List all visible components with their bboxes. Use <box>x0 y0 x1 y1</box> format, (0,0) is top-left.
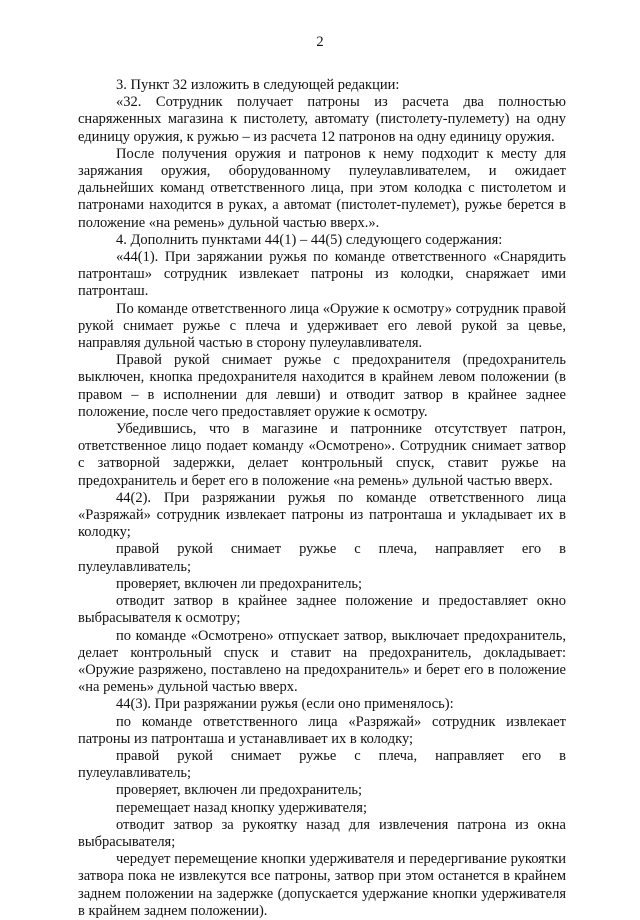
paragraph: 44(2). При разряжании ружья по команде ответственного лица «Разряжай» сотрудник извлекает патроны из патронташа и укладывает их в колодку; <box>78 489 566 541</box>
paragraph: «32. Сотрудник получает патроны из расчета два полностью снаряженных магазина к пистолету, автомату (пистолету-пулемету) на одну единицу оружия, к ружью – из расчета 12 патронов на одну единицу оружия. <box>78 94 566 145</box>
paragraph: проверяет, включен ли предохранитель; <box>116 782 363 799</box>
paragraph: отводит затвор за рукоятку назад для извлечения патрона из окна выбрасывателя; <box>78 816 566 850</box>
paragraph: После получения оружия и патронов к нему подходит к месту для заряжания оружия, оборудованному пулеулавливателем, и ожидает дальнейших команд ответственного лица, при этом колодка с пистолетом и патронами находится в руках, а автомат (пистолет-пулемет), ружье берется в положение «на ремень» дульной частью вверх.». <box>78 145 566 231</box>
paragraph: правой рукой снимает ружье с плеча, направляет его в пулеулавливатель; <box>78 541 566 575</box>
document-body <box>78 77 566 920</box>
page-number: 2 <box>316 34 324 50</box>
paragraph: Правой рукой снимает ружье с предохранителя (предохранитель выключен, кнопка предохранителя находится в крайнем левом положении (в правом – в исполнении для левши) и отводит затвор в крайнее заднее положение, после чего предоставляет оружие к осмотру. <box>78 352 566 420</box>
paragraph: чередует перемещение кнопки удерживателя и передергивание рукоятки затвора пока не извлекутся все патроны, затвор при этом останется в крайнем заднем положении на задержке (допускается удержание кнопки удерживателя в крайнем заднем положении). <box>78 851 566 919</box>
paragraph: 4. Дополнить пунктами 44(1) – 44(5) следующего содержания: <box>116 231 503 248</box>
paragraph: Убедившись, что в магазине и патроннике отсутствует патрон, ответственное лицо подает команду «Осмотрено». Сотрудник снимает затвор с затворной задержки, делает контрольный спуск, ставит ружье на предохранитель и берет его в положение «на ремень» дульной частью вверх. <box>78 421 566 489</box>
paragraph: проверяет, включен ли предохранитель; <box>116 575 363 592</box>
paragraph: перемещает назад кнопку удерживателя; <box>116 799 367 816</box>
paragraph: по команде ответственного лица «Разряжай» сотрудник извлекает патроны из патронташа и устанавливает их в колодку; <box>78 713 566 747</box>
paragraph: По команде ответственного лица «Оружие к осмотру» сотрудник правой рукой снимает ружье с плеча и удерживает его левой рукой за цевье, направляя дульной частью в сторону пулеулавливателя. <box>78 300 566 352</box>
paragraph: правой рукой снимает ружье с плеча, направляет его в пулеулавливатель; <box>78 747 566 782</box>
paragraph: 3. Пункт 32 изложить в следующей редакции: <box>116 77 400 93</box>
paragraph: по команде «Осмотрено» отпускает затвор, выключает предохранитель, делает контрольный спуск и ставит на предохранитель, докладывает: «Оружие разряжено, поставлено на предохранитель» и берет его в положение «на ремень» дульной частью вверх. <box>78 627 566 696</box>
paragraph: «44(1). При заряжании ружья по команде ответственного «Снарядить патронташ» сотрудник извлекает патроны из колодки, снаряжает ими патронташ. <box>78 249 566 300</box>
paragraph: 44(3). При разряжании ружья (если оно применялось): <box>116 696 454 713</box>
paragraph: отводит затвор в крайнее заднее положение и предоставляет окно выбрасывателя к осмотру; <box>78 593 566 627</box>
